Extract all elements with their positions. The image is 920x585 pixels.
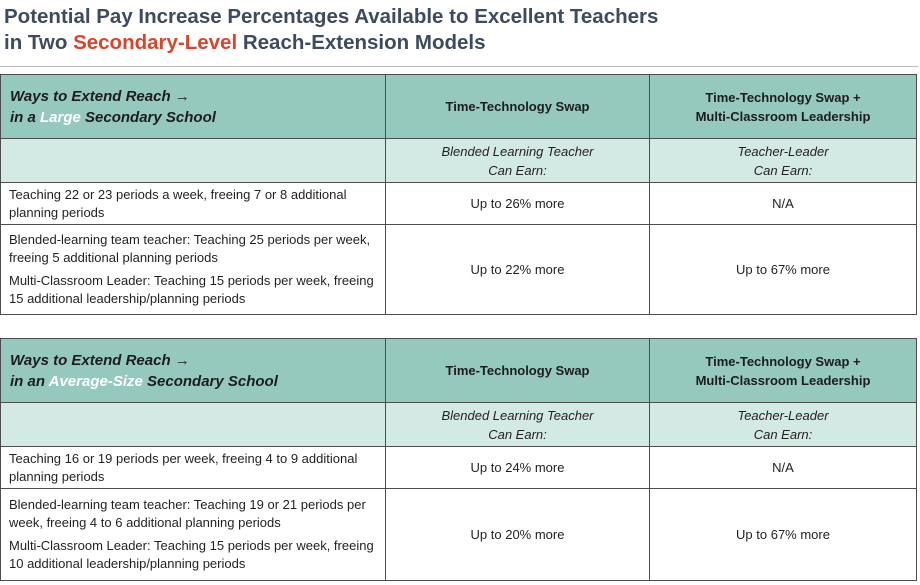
col2-earn-line2: Can Earn: [488,162,547,178]
arrow-right-icon: → [174,87,190,105]
col3-earn-line1: Teacher-Leader [737,143,829,159]
row-description [1,447,386,489]
blended-teacher-earn-cell [386,403,650,447]
title-line1: Potential Pay Increase Percentages Available to Excellent Teachers [4,5,659,28]
col3-earn-line1: Teacher-Leader [737,407,829,423]
reach-highlight: Large [40,108,81,126]
large-school-table [0,74,917,315]
row1-col3-value: N/A [650,183,917,225]
row2-description-mcl: Multi-Classroom Leader: Teaching 15 periods per week, freeing 10 additional leadership/planning periods [9,538,374,571]
reach-prefix: in an [10,372,49,390]
reach-label: Ways to Extend Reach [10,351,171,369]
col3-header-line2: Multi-Classroom Leadership [695,372,871,388]
title-highlight: Secondary-Level [73,31,238,54]
col3-header-line1: Time-Technology Swap + [705,89,861,105]
col3-earn-line2: Can Earn: [753,426,813,442]
table-row [1,447,917,489]
row2-description-mcl: Multi-Classroom Leader: Teaching 15 periods per week, freeing 15 additional leadership/planning periods [9,273,374,306]
row-description [1,489,386,581]
col-header-swap-plus-mcl [650,75,917,139]
col2-header-label: Time-Technology Swap [445,99,590,114]
col2-earn-line1: Blended Learning Teacher [441,143,594,159]
col2-header-label: Time-Technology Swap [445,363,590,378]
row-description [1,225,386,315]
blended-teacher-earn-cell [386,139,650,183]
row2-description-team-teacher: Blended-learning team teacher: Teaching 19 or 21 periods per week, freeing 4 to 6 additional planning periods [9,497,366,530]
reach-suffix: Secondary School [80,108,216,126]
col-header-time-technology-swap [386,75,650,139]
col3-header-line2: Multi-Classroom Leadership [695,108,871,124]
col3-header-line1: Time-Technology Swap + [705,353,861,369]
title-divider [0,66,918,67]
title-line2-before: in Two [4,31,74,54]
table-row [1,225,917,315]
subheader-empty-cell [1,403,386,447]
reach-highlight: Average-Size [48,372,143,390]
reach-header-cell [1,75,386,139]
col2-earn-line1: Blended Learning Teacher [441,407,594,423]
title-line2-after: Reach-Extension Models [237,31,486,54]
reach-suffix: Secondary School [142,372,278,390]
subheader-row [1,403,917,447]
row1-description: Teaching 16 or 19 periods per week, freeing 4 to 9 additional planning periods [9,450,358,484]
header-row [1,339,917,403]
reach-label: Ways to Extend Reach [10,87,171,105]
subheader-empty-cell [1,139,386,183]
row2-col3-value: Up to 67% more [650,489,917,581]
average-school-table [0,338,917,581]
table-row [1,489,917,581]
row1-description: Teaching 22 or 23 periods a week, freeing 7 or 8 additional planning periods [9,186,347,220]
col-header-time-technology-swap [386,339,650,403]
table-row [1,183,917,225]
row2-description-team-teacher: Blended-learning team teacher: Teaching 25 periods per week, freeing 5 additional planning periods [9,232,371,265]
row-description [1,183,386,225]
col3-earn-line2: Can Earn: [753,162,813,178]
row2-col2-value: Up to 22% more [386,225,650,315]
header-row [1,75,917,139]
teacher-leader-earn-cell [650,403,917,447]
subheader-row [1,139,917,183]
reach-header-cell [1,339,386,403]
row2-col2-value: Up to 20% more [386,489,650,581]
row1-col2-value: Up to 24% more [386,447,650,489]
row1-col2-value: Up to 26% more [386,183,650,225]
page-title [4,4,658,56]
arrow-right-icon: → [174,351,190,369]
col-header-swap-plus-mcl [650,339,917,403]
reach-prefix: in a [10,108,41,126]
teacher-leader-earn-cell [650,139,917,183]
row2-col3-value: Up to 67% more [650,225,917,315]
row1-col3-value: N/A [650,447,917,489]
col2-earn-line2: Can Earn: [488,426,547,442]
